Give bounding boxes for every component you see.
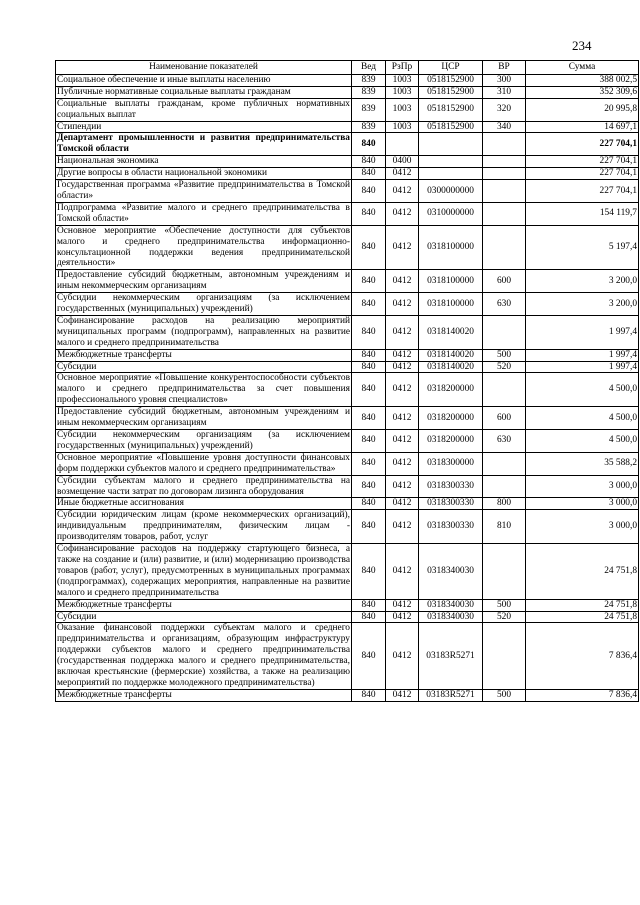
rzpr-code: 0412 [386, 407, 419, 430]
vr-code [483, 225, 526, 270]
rzpr-code: 0412 [386, 430, 419, 453]
sum-value: 5 197,4 [526, 225, 639, 270]
header-row [56, 61, 639, 75]
sum-value: 35 588,2 [526, 452, 639, 475]
ved-code: 840 [352, 180, 386, 203]
csr-code: 0318340030 [419, 544, 483, 600]
sum-value: 3 000,0 [526, 475, 639, 498]
indicator-name: Основное мероприятие «Повышение конкурентоспособности субъектов малого и среднего предпринимательства за счет повышения профессионального уровня специалистов» [57, 373, 350, 406]
table-row [56, 623, 639, 689]
ved-code: 839 [352, 121, 386, 133]
sum-value: 227 704,1 [526, 133, 639, 156]
table-row [56, 121, 639, 133]
ved-code: 840 [352, 452, 386, 475]
header-sum: Сумма [526, 61, 639, 75]
vr-code [483, 168, 526, 180]
table-row [56, 270, 639, 293]
rzpr-code: 0412 [386, 293, 419, 316]
rzpr-code: 0412 [386, 361, 419, 373]
csr-code: 0318100000 [419, 293, 483, 316]
csr-code [419, 156, 483, 168]
sum-value: 227 704,1 [526, 180, 639, 203]
header-csr: ЦСР [419, 61, 483, 75]
ved-code: 840 [352, 498, 386, 510]
table-row [56, 293, 639, 316]
csr-code: 0300000000 [419, 180, 483, 203]
rzpr-code: 0412 [386, 452, 419, 475]
indicator-name: Субсидии некоммерческим организациям (за исключением государственных (муниципальных) учреждений) [57, 293, 350, 315]
table-header [56, 61, 639, 75]
sum-value: 1 997,4 [526, 361, 639, 373]
header-vr: ВР [483, 61, 526, 75]
table-row [56, 133, 639, 156]
rzpr-code: 1003 [386, 86, 419, 98]
csr-code: 03183R5271 [419, 623, 483, 689]
table-row [56, 510, 639, 544]
vr-code: 500 [483, 599, 526, 611]
page-number: 234 [572, 38, 592, 53]
ved-code: 840 [352, 270, 386, 293]
table-row [56, 180, 639, 203]
indicator-name: Другие вопросы в области национальной экономики [56, 168, 352, 180]
table-row [56, 611, 639, 623]
csr-code [419, 133, 483, 156]
vr-code: 600 [483, 407, 526, 430]
rzpr-code: 0412 [386, 475, 419, 498]
csr-code: 0318340030 [419, 611, 483, 623]
ved-code: 840 [352, 349, 386, 361]
indicator-name: Стипендии [56, 121, 352, 133]
csr-code: 0518152900 [419, 121, 483, 133]
vr-code [483, 452, 526, 475]
table-row [56, 430, 639, 453]
vr-code [483, 544, 526, 600]
csr-code: 0318200000 [419, 407, 483, 430]
sum-value: 20 995,8 [526, 98, 639, 121]
rzpr-code: 0412 [386, 498, 419, 510]
table-row [56, 475, 639, 498]
indicator-name: Основное мероприятие «Повышение уровня доступности финансовых форм поддержки субъектов малого и среднего предпринимательства» [57, 452, 350, 474]
table-row [56, 349, 639, 361]
ved-code: 839 [352, 98, 386, 121]
rzpr-code: 0412 [386, 349, 419, 361]
indicator-name: Субсидии субъектам малого и среднего предпринимательства на возмещение части затрат по договорам лизинга оборудования [57, 475, 350, 497]
indicator-name: Подпрограмма «Развитие малого и среднего предпринимательства в Томской области» [57, 202, 350, 224]
header-ved: Вед [352, 61, 386, 75]
vr-code: 300 [483, 74, 526, 86]
vr-code [483, 156, 526, 168]
ved-code: 840 [352, 168, 386, 180]
ved-code: 840 [352, 475, 386, 498]
vr-code [483, 373, 526, 407]
ved-code: 840 [352, 156, 386, 168]
table-row [56, 168, 639, 180]
ved-code: 840 [352, 293, 386, 316]
header-name: Наименование показателей [56, 61, 352, 75]
sum-value: 3 000,0 [526, 510, 639, 544]
indicator-name: Департамент промышленности и развития предпринимательства Томской области [57, 133, 350, 155]
sum-value: 3 200,0 [526, 293, 639, 316]
ved-code: 840 [352, 315, 386, 349]
ved-code: 840 [352, 689, 386, 701]
rzpr-code [386, 133, 419, 156]
rzpr-code: 1003 [386, 121, 419, 133]
table-row [56, 86, 639, 98]
table-row [56, 373, 639, 407]
csr-code: 0318140020 [419, 361, 483, 373]
ved-code: 840 [352, 510, 386, 544]
table-row [56, 225, 639, 270]
ved-code: 840 [352, 373, 386, 407]
csr-code: 0318300330 [419, 475, 483, 498]
table-row [56, 544, 639, 600]
vr-code: 600 [483, 270, 526, 293]
sum-value: 24 751,8 [526, 611, 639, 623]
sum-value: 227 704,1 [526, 168, 639, 180]
ved-code: 840 [352, 361, 386, 373]
ved-code: 840 [352, 430, 386, 453]
vr-code: 340 [483, 121, 526, 133]
vr-code: 500 [483, 689, 526, 701]
indicator-name: Межбюджетные трансферты [56, 689, 352, 701]
vr-code: 520 [483, 611, 526, 623]
vr-code [483, 315, 526, 349]
sum-value: 1 997,4 [526, 349, 639, 361]
rzpr-code: 0412 [386, 599, 419, 611]
rzpr-code: 0412 [386, 544, 419, 600]
indicator-name: Субсидии некоммерческим организациям (за исключением государственных (муниципальных) учреждений) [57, 430, 350, 451]
indicator-name: Межбюджетные трансферты [56, 599, 352, 611]
rzpr-code: 0412 [386, 373, 419, 407]
indicator-name: Софинансирование расходов на поддержку стартующего бизнеса, а также на создание и (или) развитие, и (или) модернизацию производства товаров (работ, услуг), предусмотренных в муниципальных программах (подпрограммах), содержащих мероприятия, направленные на развитие малого и среднего предпринимательства [57, 544, 350, 598]
rzpr-code: 0412 [386, 270, 419, 293]
csr-code: 0318340030 [419, 599, 483, 611]
vr-code: 310 [483, 86, 526, 98]
vr-code: 810 [483, 510, 526, 544]
rzpr-code: 0412 [386, 168, 419, 180]
table-row [56, 98, 639, 121]
indicator-name: Предоставление субсидий бюджетным, автономным учреждениям и иным некоммерческим организациям [57, 407, 350, 429]
ved-code: 840 [352, 133, 386, 156]
indicator-name: Национальная экономика [56, 156, 352, 168]
ved-code: 839 [352, 86, 386, 98]
csr-code: 0318300000 [419, 452, 483, 475]
sum-value: 24 751,8 [526, 599, 639, 611]
table-body [56, 74, 639, 701]
csr-code: 0318200000 [419, 430, 483, 453]
vr-code [483, 202, 526, 225]
table-row [56, 74, 639, 86]
table-row [56, 202, 639, 225]
sum-value: 352 309,6 [526, 86, 639, 98]
indicator-name: Межбюджетные трансферты [56, 349, 352, 361]
sum-value: 7 836,4 [526, 623, 639, 689]
indicator-name: Предоставление субсидий бюджетным, автономным учреждениям и иным некоммерческим организациям [57, 270, 350, 292]
ved-code: 840 [352, 202, 386, 225]
ved-code: 840 [352, 407, 386, 430]
ved-code: 840 [352, 544, 386, 600]
indicator-name: Субсидии [56, 361, 352, 373]
csr-code: 0518152900 [419, 86, 483, 98]
vr-code: 630 [483, 293, 526, 316]
indicator-name: Субсидии юридическим лицам (кроме некоммерческих организаций), индивидуальным предпринимателям, физическим лицам - производителям товаров, работ, услуг [57, 510, 350, 543]
sum-value: 3 000,0 [526, 498, 639, 510]
table-row [56, 498, 639, 510]
budget-table [55, 60, 639, 702]
sum-value: 14 697,1 [526, 121, 639, 133]
sum-value: 1 997,4 [526, 315, 639, 349]
vr-code [483, 475, 526, 498]
rzpr-code: 0400 [386, 156, 419, 168]
indicator-name: Оказание финансовой поддержки субъектам малого и среднего предпринимательства и организациям, образующим инфраструктуру поддержки субъектов малого и среднего предпринимательства (государственная поддержка малого и среднего предпринимательства, включая крестьянские (фермерские) хозяйства, а также на реализацию мероприятий по поддержке молодежного предпринимательства) [57, 623, 350, 688]
sum-value: 24 751,8 [526, 544, 639, 600]
rzpr-code: 0412 [386, 689, 419, 701]
rzpr-code: 1003 [386, 98, 419, 121]
indicator-name: Социальное обеспечение и иные выплаты населению [56, 74, 352, 86]
csr-code: 0318100000 [419, 225, 483, 270]
csr-code: 0318140020 [419, 349, 483, 361]
vr-code [483, 133, 526, 156]
csr-code: 03183R5271 [419, 689, 483, 701]
vr-code [483, 180, 526, 203]
rzpr-code: 0412 [386, 225, 419, 270]
rzpr-code: 0412 [386, 180, 419, 203]
ved-code: 840 [352, 225, 386, 270]
indicator-name: Основное мероприятие «Обеспечение доступности для субъектов малого и среднего предпринимательства информационно-консультационной поддержки ведения предпринимательской деятельности» [57, 225, 350, 269]
indicator-name: Публичные нормативные социальные выплаты гражданам [56, 86, 352, 98]
csr-code: 0310000000 [419, 202, 483, 225]
ved-code: 839 [352, 74, 386, 86]
csr-code: 0518152900 [419, 74, 483, 86]
sum-value: 4 500,0 [526, 373, 639, 407]
sum-value: 227 704,1 [526, 156, 639, 168]
ved-code: 840 [352, 623, 386, 689]
ved-code: 840 [352, 611, 386, 623]
csr-code: 0318300330 [419, 510, 483, 544]
rzpr-code: 0412 [386, 623, 419, 689]
sum-value: 388 002,5 [526, 74, 639, 86]
rzpr-code: 0412 [386, 510, 419, 544]
ved-code: 840 [352, 599, 386, 611]
csr-code: 0318140020 [419, 315, 483, 349]
csr-code: 0318300330 [419, 498, 483, 510]
sum-value: 7 836,4 [526, 689, 639, 701]
vr-code: 500 [483, 349, 526, 361]
csr-code: 0318200000 [419, 373, 483, 407]
indicator-name: Иные бюджетные ассигнования [56, 498, 352, 510]
sum-value: 154 119,7 [526, 202, 639, 225]
vr-code: 520 [483, 361, 526, 373]
sum-value: 4 500,0 [526, 430, 639, 453]
table-row [56, 315, 639, 349]
rzpr-code: 1003 [386, 74, 419, 86]
vr-code [483, 623, 526, 689]
csr-code [419, 168, 483, 180]
table-row [56, 361, 639, 373]
table-row [56, 689, 639, 701]
indicator-name: Субсидии [56, 611, 352, 623]
indicator-name: Государственная программа «Развитие предпринимательства в Томской области» [57, 180, 350, 201]
sum-value: 3 200,0 [526, 270, 639, 293]
rzpr-code: 0412 [386, 202, 419, 225]
rzpr-code: 0412 [386, 611, 419, 623]
sum-value: 4 500,0 [526, 407, 639, 430]
indicator-name: Софинансирование расходов на реализацию мероприятий муниципальных программ (подпрограмм), направленных на развитие малого и среднего предпринимательства [57, 315, 350, 348]
indicator-name: Социальные выплаты гражданам, кроме публичных нормативных социальных выплат [57, 98, 350, 120]
vr-code: 320 [483, 98, 526, 121]
table-row [56, 407, 639, 430]
rzpr-code: 0412 [386, 315, 419, 349]
table-row [56, 599, 639, 611]
vr-code: 800 [483, 498, 526, 510]
table-row [56, 452, 639, 475]
csr-code: 0318100000 [419, 270, 483, 293]
csr-code: 0518152900 [419, 98, 483, 121]
vr-code: 630 [483, 430, 526, 453]
header-rzpr: РзПр [386, 61, 419, 75]
table-row [56, 156, 639, 168]
